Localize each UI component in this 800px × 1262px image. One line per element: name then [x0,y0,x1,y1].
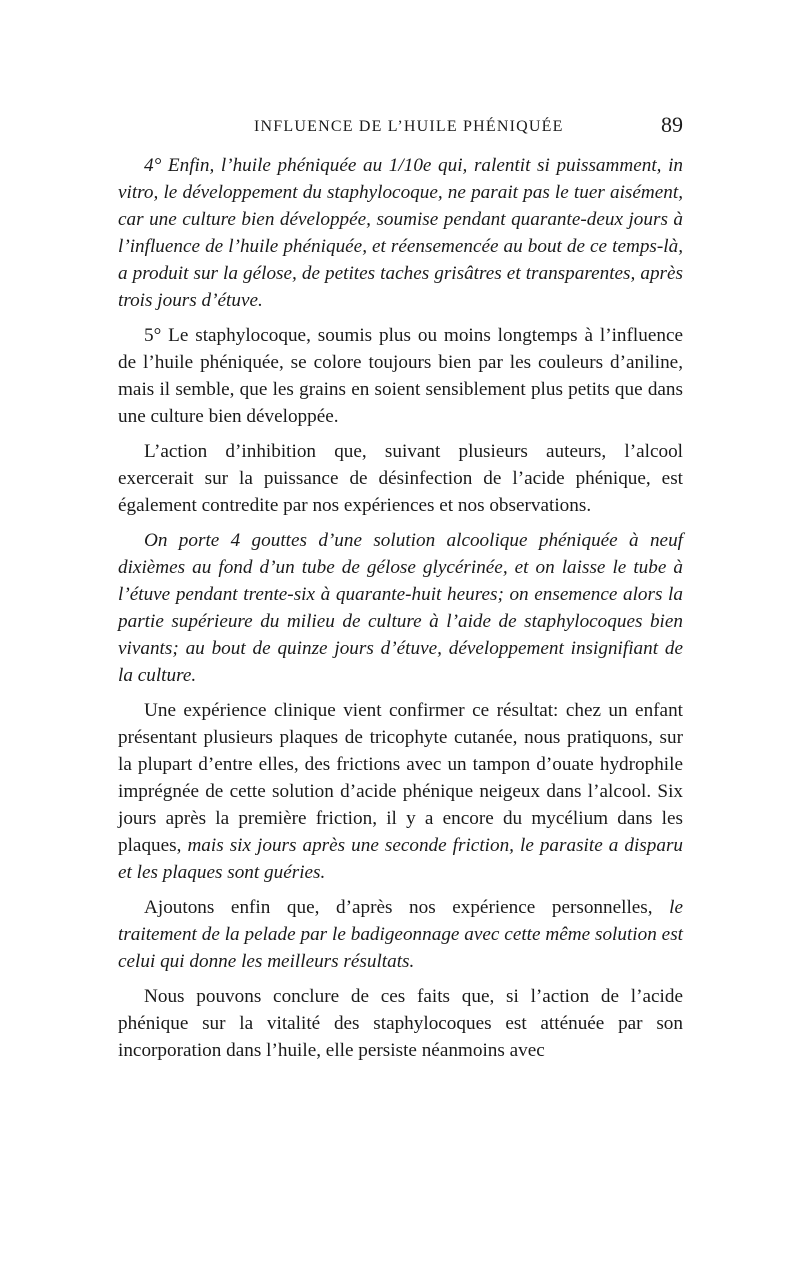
paragraph-1: 4° Enfin, l’huile phéniquée au 1/10e qui, ralentit si puissamment, in vitro, le développement du staphylocoque, ne parait pas le tuer aisément, car une culture bien développée, soumise pendant quarante-deux jours à l’influence de l’huile phéniquée, et réensemencée au bout de ce temps-là, a produit sur la gélose, de petites taches grisâtres et transparentes, après trois jours d’étuve. [118,155,683,311]
paragraph-5-italic: mais six jours après une seconde friction, le parasite a disparu et les plaques sont guéries. [118,835,683,883]
paragraph-4: On porte 4 gouttes d’une solution alcoolique phéniquée à neuf dixièmes au fond d’un tube de gélose glycérinée, et on laisse le tube à l’étuve pendant trente-six à quarante-huit heures; on ensemence alors la partie supérieure du milieu de culture à l’aide de staphylocoques bien vivants; au bout de quinze jours d’étuve, développement insignifiant de la culture. [118,530,683,686]
paragraph-6 [118,894,683,975]
paragraph-5-text: Une expérience clinique vient confirmer ce résultat: chez un enfant présentant plusieurs plaques de tricophyte cutanée, nous pratiquons, sur la plupart d’entre elles, des frictions avec un tampon d’ouate hydrophile imprégnée de cette solution d’acide phénique neigeux dans l’alcool. Six jours après la première friction, il y a encore du mycélium dans les plaques, [118,700,683,856]
page-number: 89 [661,112,683,137]
running-head: INFLUENCE DE L’HUILE PHÉNIQUÉE [254,118,564,135]
paragraph-3: L’action d’inhibition que, suivant plusieurs auteurs, l’alcool exercerait sur la puissance de désinfection de l’acide phénique, est également contredite par nos expériences et nos observations. [118,441,683,516]
paragraph-5 [118,697,683,886]
paragraph-7: Nous pouvons conclure de ces faits que, si l’action de l’acide phénique sur la vitalité des staphylocoques est atténuée par son incorporation dans l’huile, elle persiste néanmoins avec [118,986,683,1061]
paragraph-2: 5° Le staphylocoque, soumis plus ou moins longtemps à l’influence de l’huile phéniquée, se colore toujours bien par les couleurs d’aniline, mais il semble, que les grains en soient sensiblement plus petits que dans une culture bien développée. [118,325,683,427]
paragraph-6-text: Ajoutons enfin que, d’après nos expérience personnelles, [144,897,653,918]
page-header [118,112,683,144]
book-page [118,112,683,1072]
paragraph-6-italic: le traitement de la pelade par le badigeonnage avec cette même solution est celui qui donne les meilleurs résultats. [118,897,683,972]
